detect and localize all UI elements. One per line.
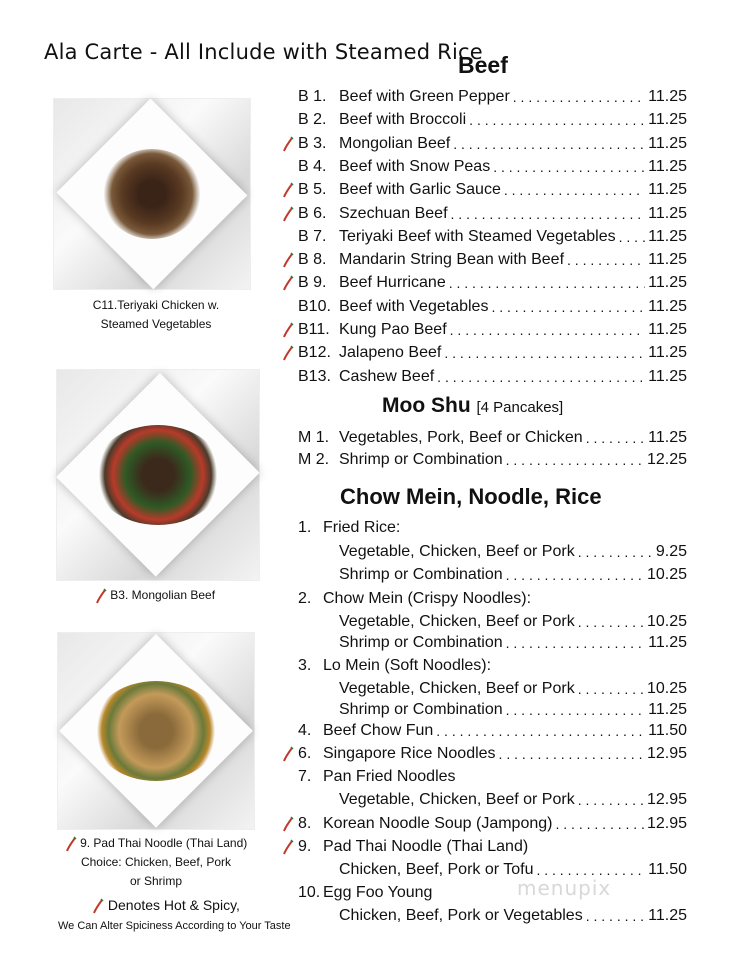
watermark: menupix xyxy=(517,876,612,900)
leader-dots xyxy=(444,345,645,361)
beef-item xyxy=(298,226,687,247)
item-price: 10.25 xyxy=(646,565,687,583)
caption-line: 9. Pad Thai Noodle (Thai Land) xyxy=(80,836,248,850)
item-name: Shrimp or Combination xyxy=(339,565,503,583)
item-code: B 1. xyxy=(298,87,327,105)
item-name: Shrimp or Combination xyxy=(339,633,503,651)
beef-item xyxy=(298,156,687,177)
item-price: 11.25 xyxy=(648,157,687,175)
item-code: B 7. xyxy=(298,227,327,245)
item-code: B 2. xyxy=(298,110,327,128)
item-price: 11.25 xyxy=(648,110,687,128)
chili-icon xyxy=(282,345,294,361)
beef-item xyxy=(298,319,687,340)
item-code: 8. xyxy=(298,814,312,832)
beef-item xyxy=(298,179,687,200)
item-code: 3. xyxy=(298,656,312,674)
noodle-item xyxy=(298,766,687,787)
noodle-sub-item xyxy=(339,632,687,653)
chili-icon xyxy=(282,816,294,832)
beef-item xyxy=(298,296,687,317)
section-title-beef: Beef xyxy=(458,52,508,78)
beef-item xyxy=(298,249,687,270)
leader-dots xyxy=(506,635,646,651)
item-price: 11.25 xyxy=(648,428,687,446)
caption-line: or Shrimp xyxy=(129,874,182,888)
beef-item xyxy=(298,272,687,293)
leader-dots xyxy=(506,452,644,468)
item-name: Lo Mein (Soft Noodles): xyxy=(323,656,492,674)
item-name: Vegetable, Chicken, Beef or Pork xyxy=(339,612,575,630)
leader-dots xyxy=(449,275,645,291)
item-price: 10.25 xyxy=(646,679,687,697)
item-name: Vegetable, Chicken, Beef or Pork xyxy=(339,679,575,697)
item-code: B 4. xyxy=(298,157,327,175)
item-price: 11.25 xyxy=(648,250,687,268)
item-price: 11.25 xyxy=(648,297,687,315)
noodle-sub-item xyxy=(339,541,687,562)
moo-shu-item xyxy=(298,427,687,448)
chili-icon xyxy=(65,836,77,852)
item-price: 11.25 xyxy=(648,320,687,338)
item-name: Chicken, Beef, Pork or Vegetables xyxy=(339,906,583,924)
item-price: 12.95 xyxy=(646,744,687,762)
chili-icon xyxy=(282,746,294,762)
item-price: 12.95 xyxy=(646,814,687,832)
chili-icon xyxy=(95,588,107,604)
noodle-sub-item xyxy=(339,905,687,926)
chili-icon xyxy=(282,136,294,152)
item-name: Vegetables, Pork, Beef or Chicken xyxy=(339,428,583,446)
item-code: M 1. xyxy=(298,428,330,446)
item-code: 1. xyxy=(298,518,312,536)
item-name: Shrimp or Combination xyxy=(339,450,503,468)
item-code: B 6. xyxy=(298,204,327,222)
beef-item xyxy=(298,203,687,224)
item-price: 11.25 xyxy=(648,700,687,718)
noodle-sub-item xyxy=(339,699,687,720)
leader-dots xyxy=(567,252,645,268)
item-code: B 3. xyxy=(298,134,327,152)
leader-dots xyxy=(513,89,645,105)
item-name: Beef Chow Fun xyxy=(323,721,434,739)
leader-dots xyxy=(469,112,645,128)
item-code: M 2. xyxy=(298,450,330,468)
item-code: B12. xyxy=(298,343,331,361)
photo-teriyaki-chicken xyxy=(53,98,251,290)
item-code: 9. xyxy=(298,837,312,855)
beef-item xyxy=(298,86,687,107)
item-name: Szechuan Beef xyxy=(339,204,448,222)
item-price: 11.50 xyxy=(648,721,687,739)
item-name: Shrimp or Combination xyxy=(339,700,503,718)
page-title: Ala Carte - All Include with Steamed Rice xyxy=(44,40,483,64)
leader-dots xyxy=(436,723,645,739)
section-subtitle: [4 Pancakes] xyxy=(476,399,564,416)
item-name: Vegetable, Chicken, Beef or Pork xyxy=(339,542,575,560)
item-name: Beef with Garlic Sauce xyxy=(339,180,501,198)
item-name: Beef with Vegetables xyxy=(339,297,489,315)
leader-dots xyxy=(453,136,645,152)
leader-dots xyxy=(586,430,645,446)
item-code: B10. xyxy=(298,297,331,315)
item-name: Pad Thai Noodle (Thai Land) xyxy=(323,837,529,855)
caption-line: Choice: Chicken, Beef, Pork xyxy=(80,855,232,869)
chili-icon xyxy=(282,839,294,855)
noodle-sub-item xyxy=(339,859,687,880)
leader-dots xyxy=(491,299,645,315)
chili-icon xyxy=(282,182,294,198)
item-name: Egg Foo Young xyxy=(323,883,433,901)
spicy-legend xyxy=(92,897,240,914)
noodle-item xyxy=(298,655,687,676)
photo-mongolian-beef xyxy=(56,369,260,581)
leader-dots xyxy=(493,159,645,175)
photo-caption-3 xyxy=(56,834,256,891)
item-code: B 5. xyxy=(298,180,327,198)
item-code: B13. xyxy=(298,367,331,385)
item-code: 4. xyxy=(298,721,312,739)
item-code: 6. xyxy=(298,744,312,762)
item-price: 11.25 xyxy=(648,227,687,245)
leader-dots xyxy=(578,681,644,697)
item-price: 11.25 xyxy=(648,633,687,651)
item-name: Korean Noodle Soup (Jampong) xyxy=(323,814,553,832)
leader-dots xyxy=(578,614,644,630)
beef-item xyxy=(298,366,687,387)
leader-dots xyxy=(619,229,646,245)
item-code: 10. xyxy=(298,883,321,901)
leader-dots xyxy=(586,908,645,924)
photo-caption-2 xyxy=(80,586,230,605)
noodle-item xyxy=(298,813,687,834)
beef-item xyxy=(298,342,687,363)
item-name: Jalapeno Beef xyxy=(339,343,442,361)
item-name: Cashew Beef xyxy=(339,367,435,385)
item-name: Chicken, Beef, Pork or Tofu xyxy=(339,860,534,878)
item-name: Mandarin String Bean with Beef xyxy=(339,250,565,268)
item-price: 11.25 xyxy=(648,906,687,924)
beef-item xyxy=(298,109,687,130)
leader-dots xyxy=(506,567,644,583)
item-name: Beef Hurricane xyxy=(339,273,446,291)
item-price: 9.25 xyxy=(655,542,687,560)
caption-line: Steamed Vegetables xyxy=(100,317,212,331)
item-name: Beef with Broccoli xyxy=(339,110,467,128)
noodle-sub-item xyxy=(339,678,687,699)
caption-line: B3. Mongolian Beef xyxy=(110,588,216,602)
item-price: 11.25 xyxy=(648,180,687,198)
noodle-item xyxy=(298,720,687,741)
item-code: 7. xyxy=(298,767,312,785)
item-price: 11.25 xyxy=(648,87,687,105)
item-name: Chow Mein (Crispy Noodles): xyxy=(323,589,532,607)
item-price: 11.25 xyxy=(648,273,687,291)
item-name: Beef with Green Pepper xyxy=(339,87,510,105)
noodle-sub-item xyxy=(339,611,687,632)
item-price: 11.25 xyxy=(648,367,687,385)
photo-caption-1 xyxy=(58,296,254,334)
chili-icon xyxy=(282,275,294,291)
legend-text: Denotes Hot & Spicy, xyxy=(107,897,240,913)
noodle-item xyxy=(298,743,687,764)
item-name: Vegetable, Chicken, Beef or Pork xyxy=(339,790,575,808)
chili-icon xyxy=(92,898,104,914)
noodle-item xyxy=(298,588,687,609)
noodle-sub-item xyxy=(339,564,687,585)
item-price: 12.25 xyxy=(646,450,687,468)
item-name: Singapore Rice Noodles xyxy=(323,744,496,762)
leader-dots xyxy=(555,816,643,832)
chili-icon xyxy=(282,322,294,338)
item-name: Kung Pao Beef xyxy=(339,320,447,338)
chili-icon xyxy=(282,252,294,268)
leader-dots xyxy=(450,322,646,338)
beef-item xyxy=(298,133,687,154)
section-title-text: Moo Shu xyxy=(382,394,471,417)
item-price: 11.25 xyxy=(648,204,687,222)
noodle-item xyxy=(298,882,687,903)
leader-dots xyxy=(578,544,653,560)
leader-dots xyxy=(437,369,645,385)
item-code: B 8. xyxy=(298,250,327,268)
item-name: Pan Fried Noodles xyxy=(323,767,456,785)
photo-pad-thai xyxy=(57,632,255,830)
food xyxy=(102,149,202,239)
item-price: 12.95 xyxy=(646,790,687,808)
leader-dots xyxy=(578,792,644,808)
item-code: 2. xyxy=(298,589,312,607)
leader-dots xyxy=(504,182,645,198)
food xyxy=(93,425,223,525)
item-name: Beef with Snow Peas xyxy=(339,157,491,175)
item-code: B11. xyxy=(298,320,330,338)
section-title-chow-mein: Chow Mein, Noodle, Rice xyxy=(340,484,602,509)
leader-dots xyxy=(451,206,646,222)
item-price: 11.25 xyxy=(648,343,687,361)
item-name: Fried Rice: xyxy=(323,518,401,536)
item-price: 11.50 xyxy=(648,860,687,878)
food xyxy=(91,681,221,781)
item-code: B 9. xyxy=(298,273,327,291)
noodle-item xyxy=(298,517,687,538)
caption-line: C11.Teriyaki Chicken w. xyxy=(92,298,220,312)
spicy-note: We Can Alter Spiciness According to Your Taste xyxy=(58,920,291,932)
item-price: 10.25 xyxy=(646,612,687,630)
moo-shu-item xyxy=(298,449,687,470)
chili-icon xyxy=(282,206,294,222)
leader-dots xyxy=(499,746,644,762)
leader-dots xyxy=(506,702,646,718)
item-price: 11.25 xyxy=(648,134,687,152)
item-name: Mongolian Beef xyxy=(339,134,451,152)
noodle-item xyxy=(298,836,687,857)
noodle-sub-item xyxy=(339,789,687,810)
section-title-moo-shu xyxy=(382,394,563,418)
item-name: Teriyaki Beef with Steamed Vegetables xyxy=(339,227,616,245)
